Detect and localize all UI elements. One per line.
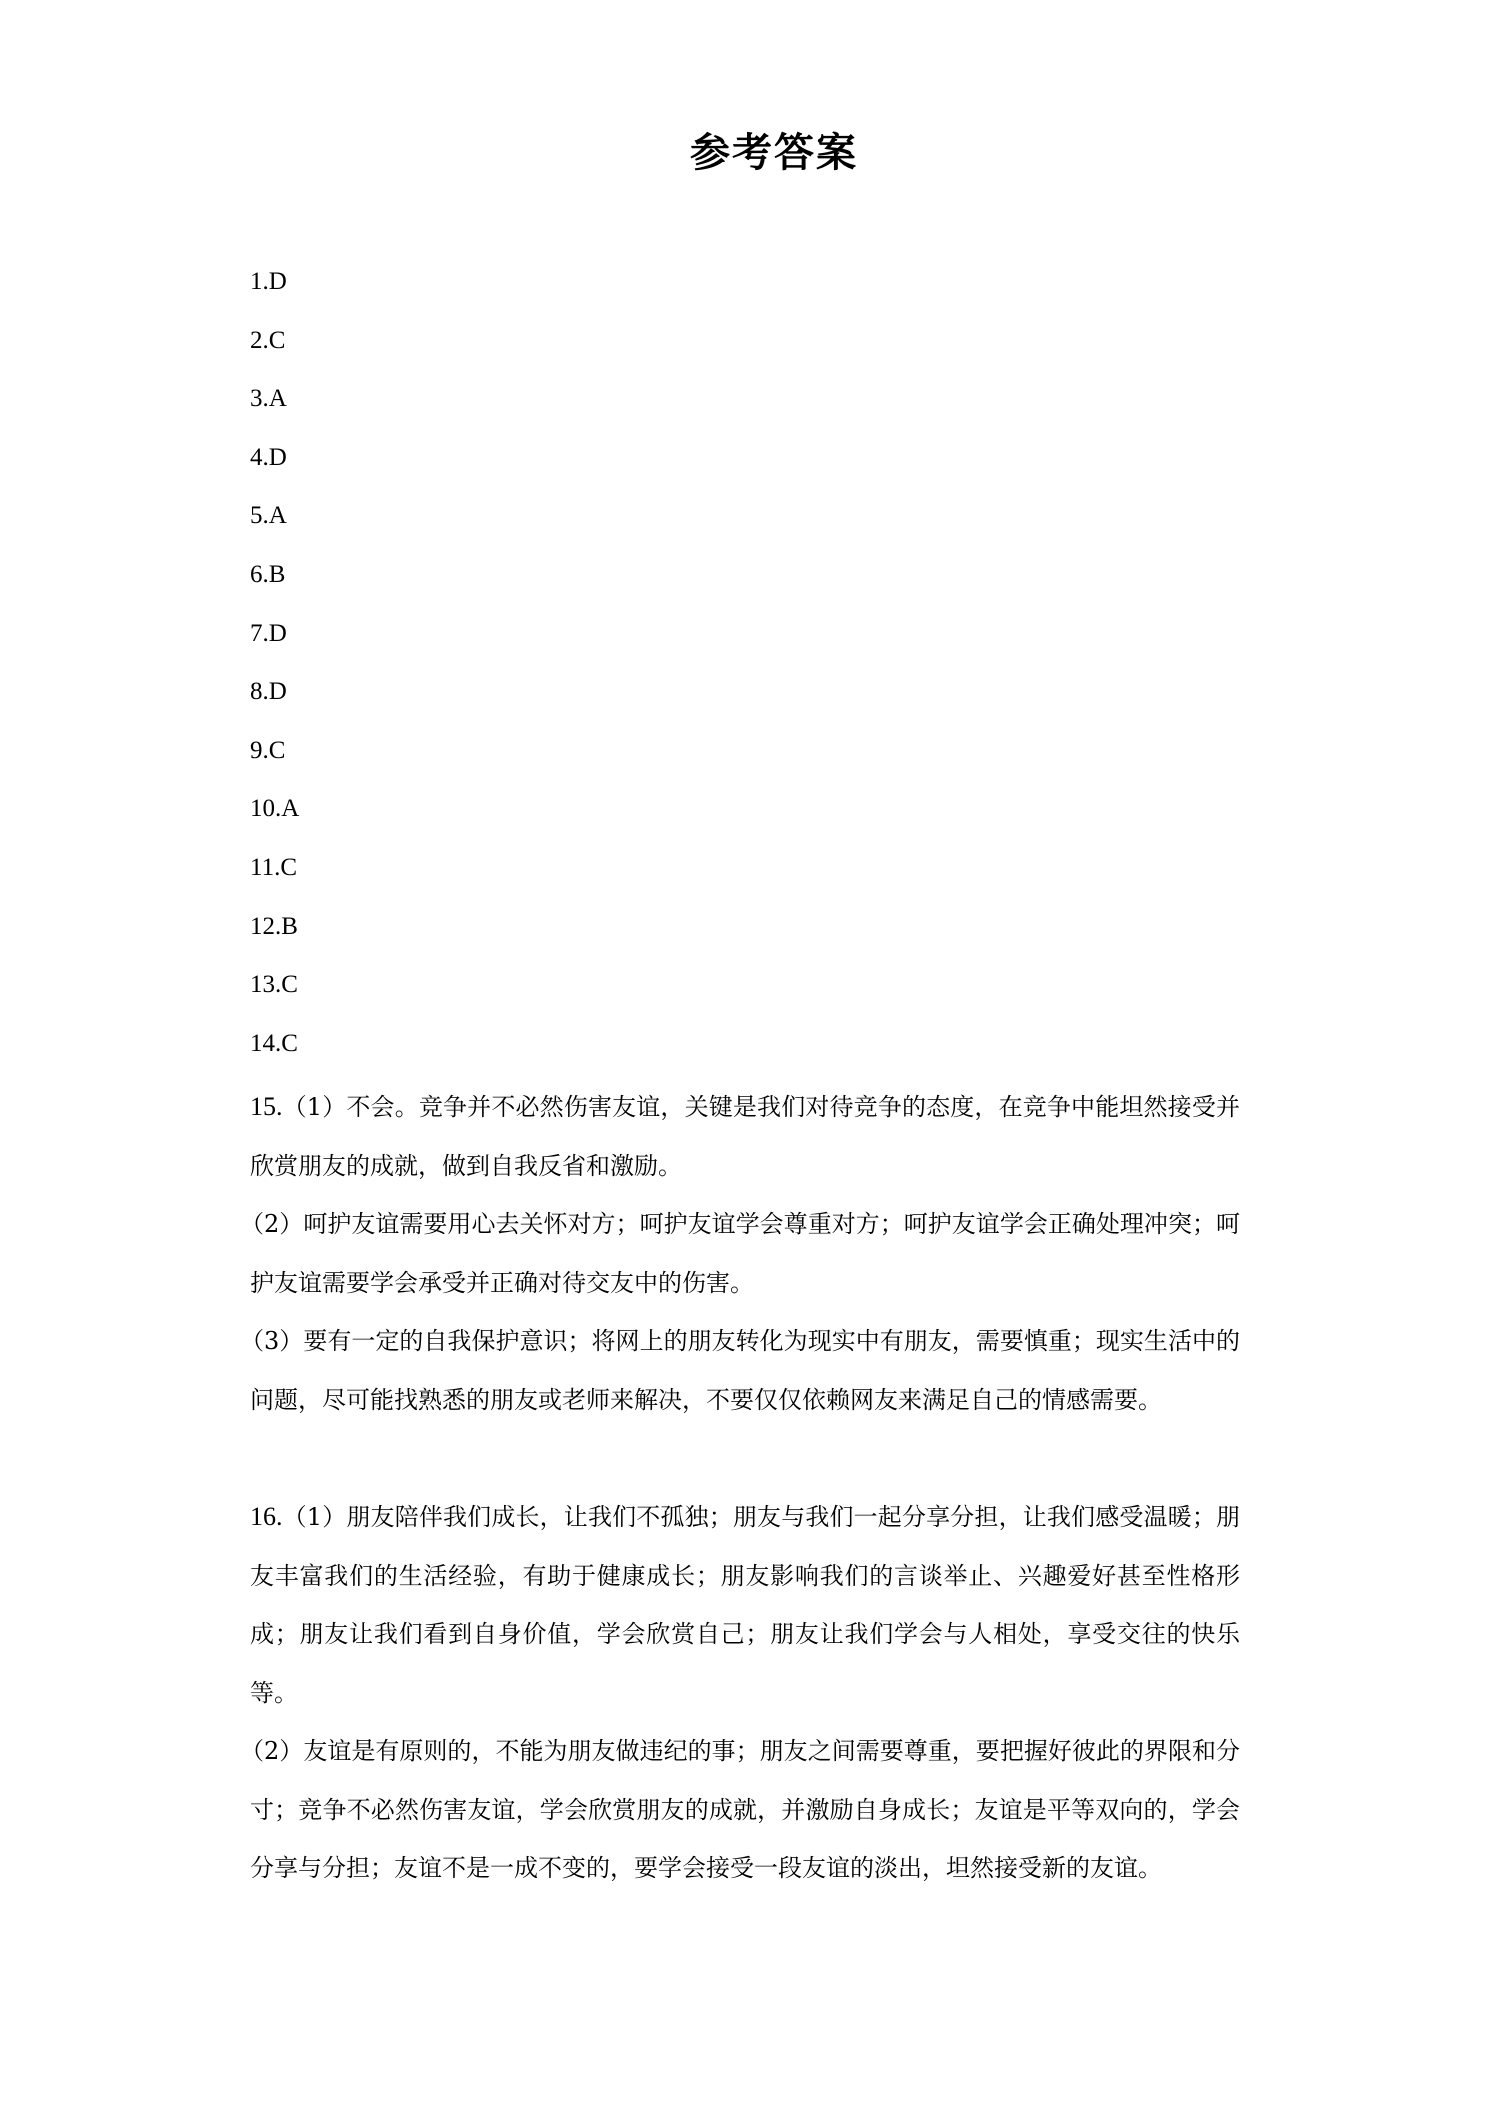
page-title: 参考答案 [690,129,858,176]
q15-part-3: （3）要有一定的自我保护意识；将网上的朋友转化为现实中有朋友，需要慎重；现实生活中的问题，尽可能找熟悉的朋友或老师来解决，不要仅仅依赖网友来满足自己的情感需要。 [240,1327,1240,1414]
choice-answer: 9.C [250,736,286,764]
q16-part-2: （2）友谊是有原则的，不能为朋友做违纪的事；朋友之间需要尊重，要把握好彼此的界限和分寸；竞争不必然伤害友谊，学会欣赏朋友的成就，并激励自身成长；友谊是平等双向的，学会分享与分担；友谊不是一成不变的，要学会接受一段友谊的淡出，坦然接受新的友谊。 [240,1737,1240,1882]
choice-answer: 8.D [250,678,287,706]
q15-number: 15. [250,1092,283,1121]
choice-answer: 1.D [250,268,287,295]
choice-answer: 2.C [250,326,286,354]
choice-answer: 3.A [250,385,287,413]
choice-answer: 7.D [250,619,287,647]
choice-answer: 4.D [250,443,287,471]
q16-part-1-text: （1）朋友陪伴我们成长，让我们不孤独；朋友与我们一起分享分担，让我们感受温暖；朋友丰富我们的生活经验，有助于健康成长；朋友影响我们的言谈举止、兴趣爱好甚至性格形成；朋友让我们看到自身价值，学会欣赏自己；朋友让我们学会与人相处，享受交往的快乐等。 [250,1503,1240,1707]
choice-answer: 10.A [250,795,300,823]
choice-answer-list [250,264,299,1084]
question-15-answer [240,1078,1240,1429]
choice-answer: 11.C [250,853,297,881]
q15-part-1-text: （1）不会。竞争并不必然伤害友谊，关键是我们对待竞争的态度，在竞争中能坦然接受并欣赏朋友的成就，做到自我反省和激励。 [250,1093,1240,1180]
question-16-answer [240,1488,1240,1898]
q16-part-1 [250,1488,1240,1722]
choice-answer: 13.C [250,971,298,999]
choice-answer: 5.A [250,502,287,530]
q16-number: 16. [250,1502,283,1531]
choice-answer: 14.C [250,1029,298,1057]
choice-answer: 12.B [250,912,298,940]
choice-answer: 6.B [250,560,286,588]
q15-part-1 [250,1078,1240,1195]
q15-part-2: （2）呵护友谊需要用心去关怀对方；呵护友谊学会尊重对方；呵护友谊学会正确处理冲突；呵护友谊需要学会承受并正确对待交友中的伤害。 [240,1210,1240,1297]
